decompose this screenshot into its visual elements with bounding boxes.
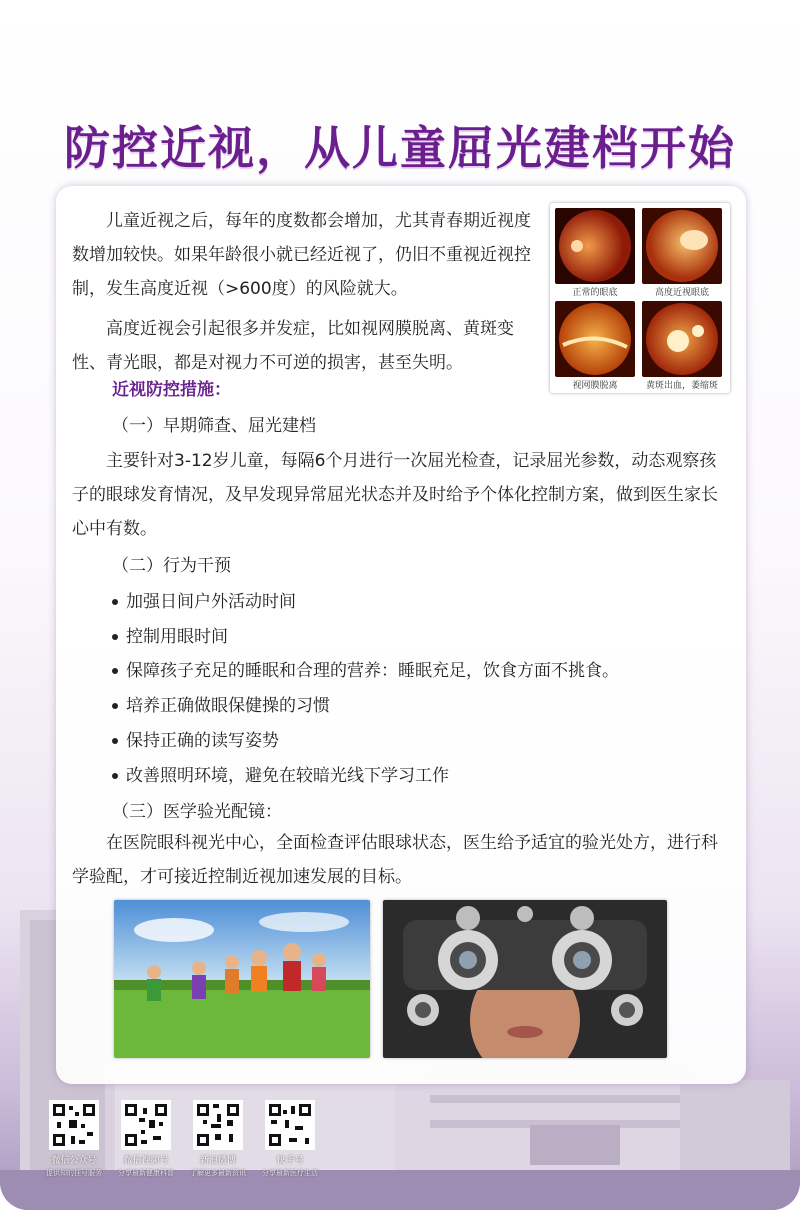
fundus-image-high-myopia	[642, 208, 722, 284]
qr-desc: 提供知的挂号服务	[46, 1169, 102, 1177]
fundus-image-normal	[555, 208, 635, 284]
bullet-dot	[112, 668, 118, 674]
intro-paragraph-2: 高度近视会引起很多并发症，比如视网膜脱离、黄斑变性、青光眼，都是对视力不可逆的损害，甚至失明。	[72, 319, 514, 373]
list-item-text: 保障孩子充足的睡眠和合理的营养：睡眠充足，饮食方面不挑食。	[126, 661, 619, 681]
list-item-text: 培养正确做眼保健操的习惯	[126, 696, 330, 716]
list-item	[112, 656, 619, 681]
list-item-text: 控制用眼时间	[126, 627, 228, 647]
fundus-caption: 视网膜脱离	[572, 381, 618, 391]
bullet-dot	[112, 703, 118, 709]
section3-title: （三）医学验光配镜：	[112, 802, 282, 822]
section3-body: 在医院眼科视光中心，全面检查评估眼球状态，医生给予适宜的验光处方，进行科学验配，才可接近控制近视加速发展的目标。	[72, 833, 718, 887]
list-item	[112, 761, 449, 786]
qr-desc: 分享最新医疗生活	[262, 1169, 318, 1177]
qr-desc: 分享最新健康科普	[118, 1169, 174, 1177]
bullet-dot	[112, 738, 118, 744]
list-item	[112, 691, 330, 716]
qr-code-icon	[265, 1100, 315, 1150]
fundus-image-retinal-detachment	[555, 301, 635, 377]
phoropter-exam-photo	[383, 900, 667, 1058]
list-item-text: 改善照明环境，避免在较暗光线下学习工作	[126, 766, 449, 786]
list-item	[112, 726, 279, 751]
bullet-dot	[112, 599, 118, 605]
fundus-caption: 黄斑出血，萎缩斑	[645, 381, 718, 391]
fundus-caption: 正常的眼底	[572, 288, 618, 298]
qr-label: 微信公众号	[51, 1156, 97, 1166]
intro-paragraph-1: 儿童近视之后，每年的度数都会增加，尤其青春期近视度数增加较快。如果年龄很小就已经近视了，仍旧不重视近视控制，发生高度近视（>600度）的风险就大。	[72, 211, 531, 299]
qr-code-wechat-official	[36, 1100, 112, 1178]
qr-code-weibo	[180, 1100, 256, 1178]
list-item	[112, 587, 296, 612]
qr-code-kuaishou	[252, 1100, 328, 1178]
qr-label: 快手号	[276, 1156, 304, 1166]
qr-label: 新浪微博	[199, 1156, 236, 1166]
bullet-dot	[112, 773, 118, 779]
measures-heading: 近视防控措施：	[112, 380, 231, 400]
fundus-image-macular-hemorrhage	[642, 301, 722, 377]
section2-title: （二）行为干预	[112, 556, 231, 576]
page-title: 防控近视，从儿童屈光建档开始	[64, 121, 736, 175]
qr-code-icon	[121, 1100, 171, 1150]
qr-code-icon	[49, 1100, 99, 1150]
list-item-text: 保持正确的读写姿势	[126, 731, 279, 751]
list-item	[112, 622, 228, 647]
bullet-dot	[112, 634, 118, 640]
qr-code-wechat-video	[108, 1100, 184, 1178]
qr-label: 微信视频号	[123, 1156, 169, 1166]
qr-code-icon	[193, 1100, 243, 1150]
section1-title: （一）早期筛查、屈光建档	[112, 416, 316, 436]
section1-body: 主要针对3-12岁儿童，每隔6个月进行一次屈光检查，记录屈光参数，动态观察孩子的眼球发育情况，及早发现异常屈光状态并及时给予个体化控制方案，做到医生家长心中有数。	[72, 451, 718, 539]
children-running-photo	[114, 900, 370, 1058]
fundus-image-grid	[550, 203, 730, 393]
fundus-caption: 高度近视眼底	[654, 288, 709, 298]
qr-desc: 了解更多最新资讯	[190, 1169, 246, 1177]
list-item-text: 加强日间户外活动时间	[126, 592, 296, 612]
